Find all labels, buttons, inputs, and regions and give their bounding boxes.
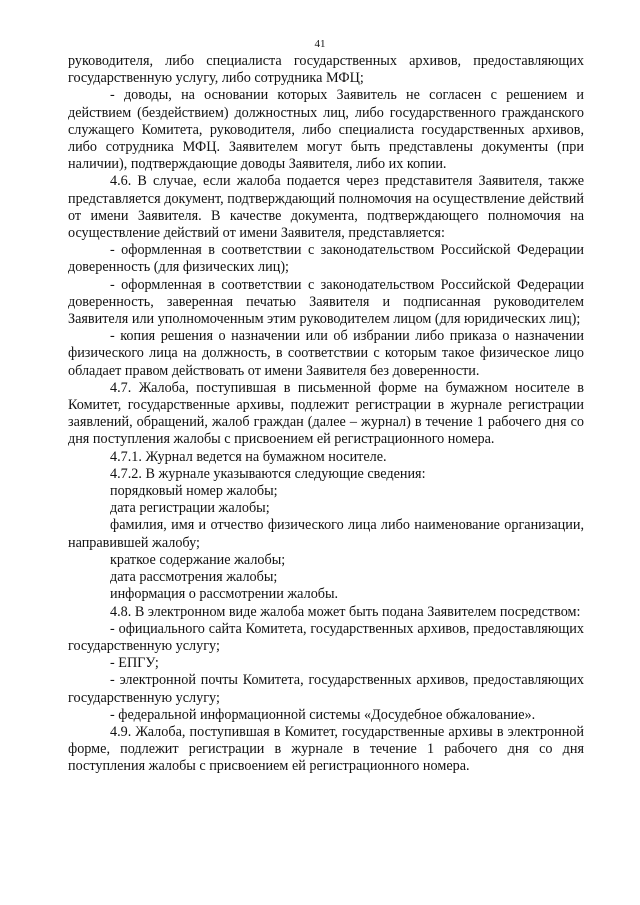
paragraph: информация о рассмотрении жалобы. <box>110 586 339 603</box>
page-number: 41 <box>314 38 326 50</box>
paragraph: дата рассмотрения жалобы; <box>110 569 278 586</box>
paragraph: - электронной почты Комитета, государственных архивов, предоставляющих государственную услугу; <box>68 672 584 706</box>
paragraph: краткое содержание жалобы; <box>110 551 286 568</box>
paragraph: 4.7. Жалоба, поступившая в письменной форме на бумажном носителе в Комитет, государственные архивы, подлежит регистрации в журнале регистрации заявлений, обращений, жалоб граждан (далее – журнал) в течение 1 рабочего дня со дня поступления жалобы с присвоением ей регистрационного номера. <box>68 379 584 448</box>
paragraph: 4.9. Жалоба, поступившая в Комитет, государственные архивы в электронной форме, подлежит регистрации в журнале в течение 1 рабочего дня со дня поступления жалобы с присвоением ей регистрационного номера. <box>68 723 584 775</box>
paragraph: - официального сайта Комитета, государственных архивов, предоставляющих государственную услугу; <box>68 620 584 654</box>
paragraph: 4.6. В случае, если жалоба подается через представителя Заявителя, также представляется документ, подтверждающий полномочия на осуществление действий от имени Заявителя. В качестве документа, подтверждающего полномочия на осуществление действий от имени Заявителя, представляется: <box>68 173 584 242</box>
paragraph: порядковый номер жалобы; <box>110 483 278 500</box>
paragraph: 4.7.2. В журнале указываются следующие сведения: <box>110 465 426 482</box>
document-body <box>68 53 584 776</box>
paragraph: - оформленная в соответствии с законодательством Российской Федерации доверенность, заверенная печатью Заявителя и подписанная руководителем Заявителя или уполномоченным этим руководителем лицом (для юридических лиц); <box>68 276 584 328</box>
paragraph: дата регистрации жалобы; <box>110 500 270 517</box>
paragraph: - доводы, на основании которых Заявитель не согласен с решением и действием (бездействием) должностных лиц, либо государственного гражданского служащего Комитета, руководителя, либо специалиста государственных архивов, либо сотрудника МФЦ. Заявителем могут быть представлены документы (при наличии), подтверждающие доводы Заявителя, либо их копии. <box>68 87 584 173</box>
paragraph: - копия решения о назначении или об избрании либо приказа о назначении физического лица на должность, в соответствии с которым такое физическое лицо обладает правом действовать от имени Заявителя без доверенности. <box>68 328 584 379</box>
paragraph: фамилия, имя и отчество физического лица либо наименование организации, направившей жалобу; <box>68 517 584 551</box>
paragraph: - ЕПГУ; <box>110 655 159 672</box>
paragraph: - федеральной информационной системы «Досудебное обжалование». <box>110 706 536 723</box>
paragraph: 4.8. В электронном виде жалоба может быть подана Заявителем посредством: <box>110 603 581 620</box>
paragraph: - оформленная в соответствии с законодательством Российской Федерации доверенность (для физических лиц); <box>68 242 584 276</box>
paragraph: 4.7.1. Журнал ведется на бумажном носителе. <box>110 448 387 465</box>
paragraph: руководителя, либо специалиста государственных архивов, предоставляющих государственную услугу, либо сотрудника МФЦ; <box>68 53 584 87</box>
